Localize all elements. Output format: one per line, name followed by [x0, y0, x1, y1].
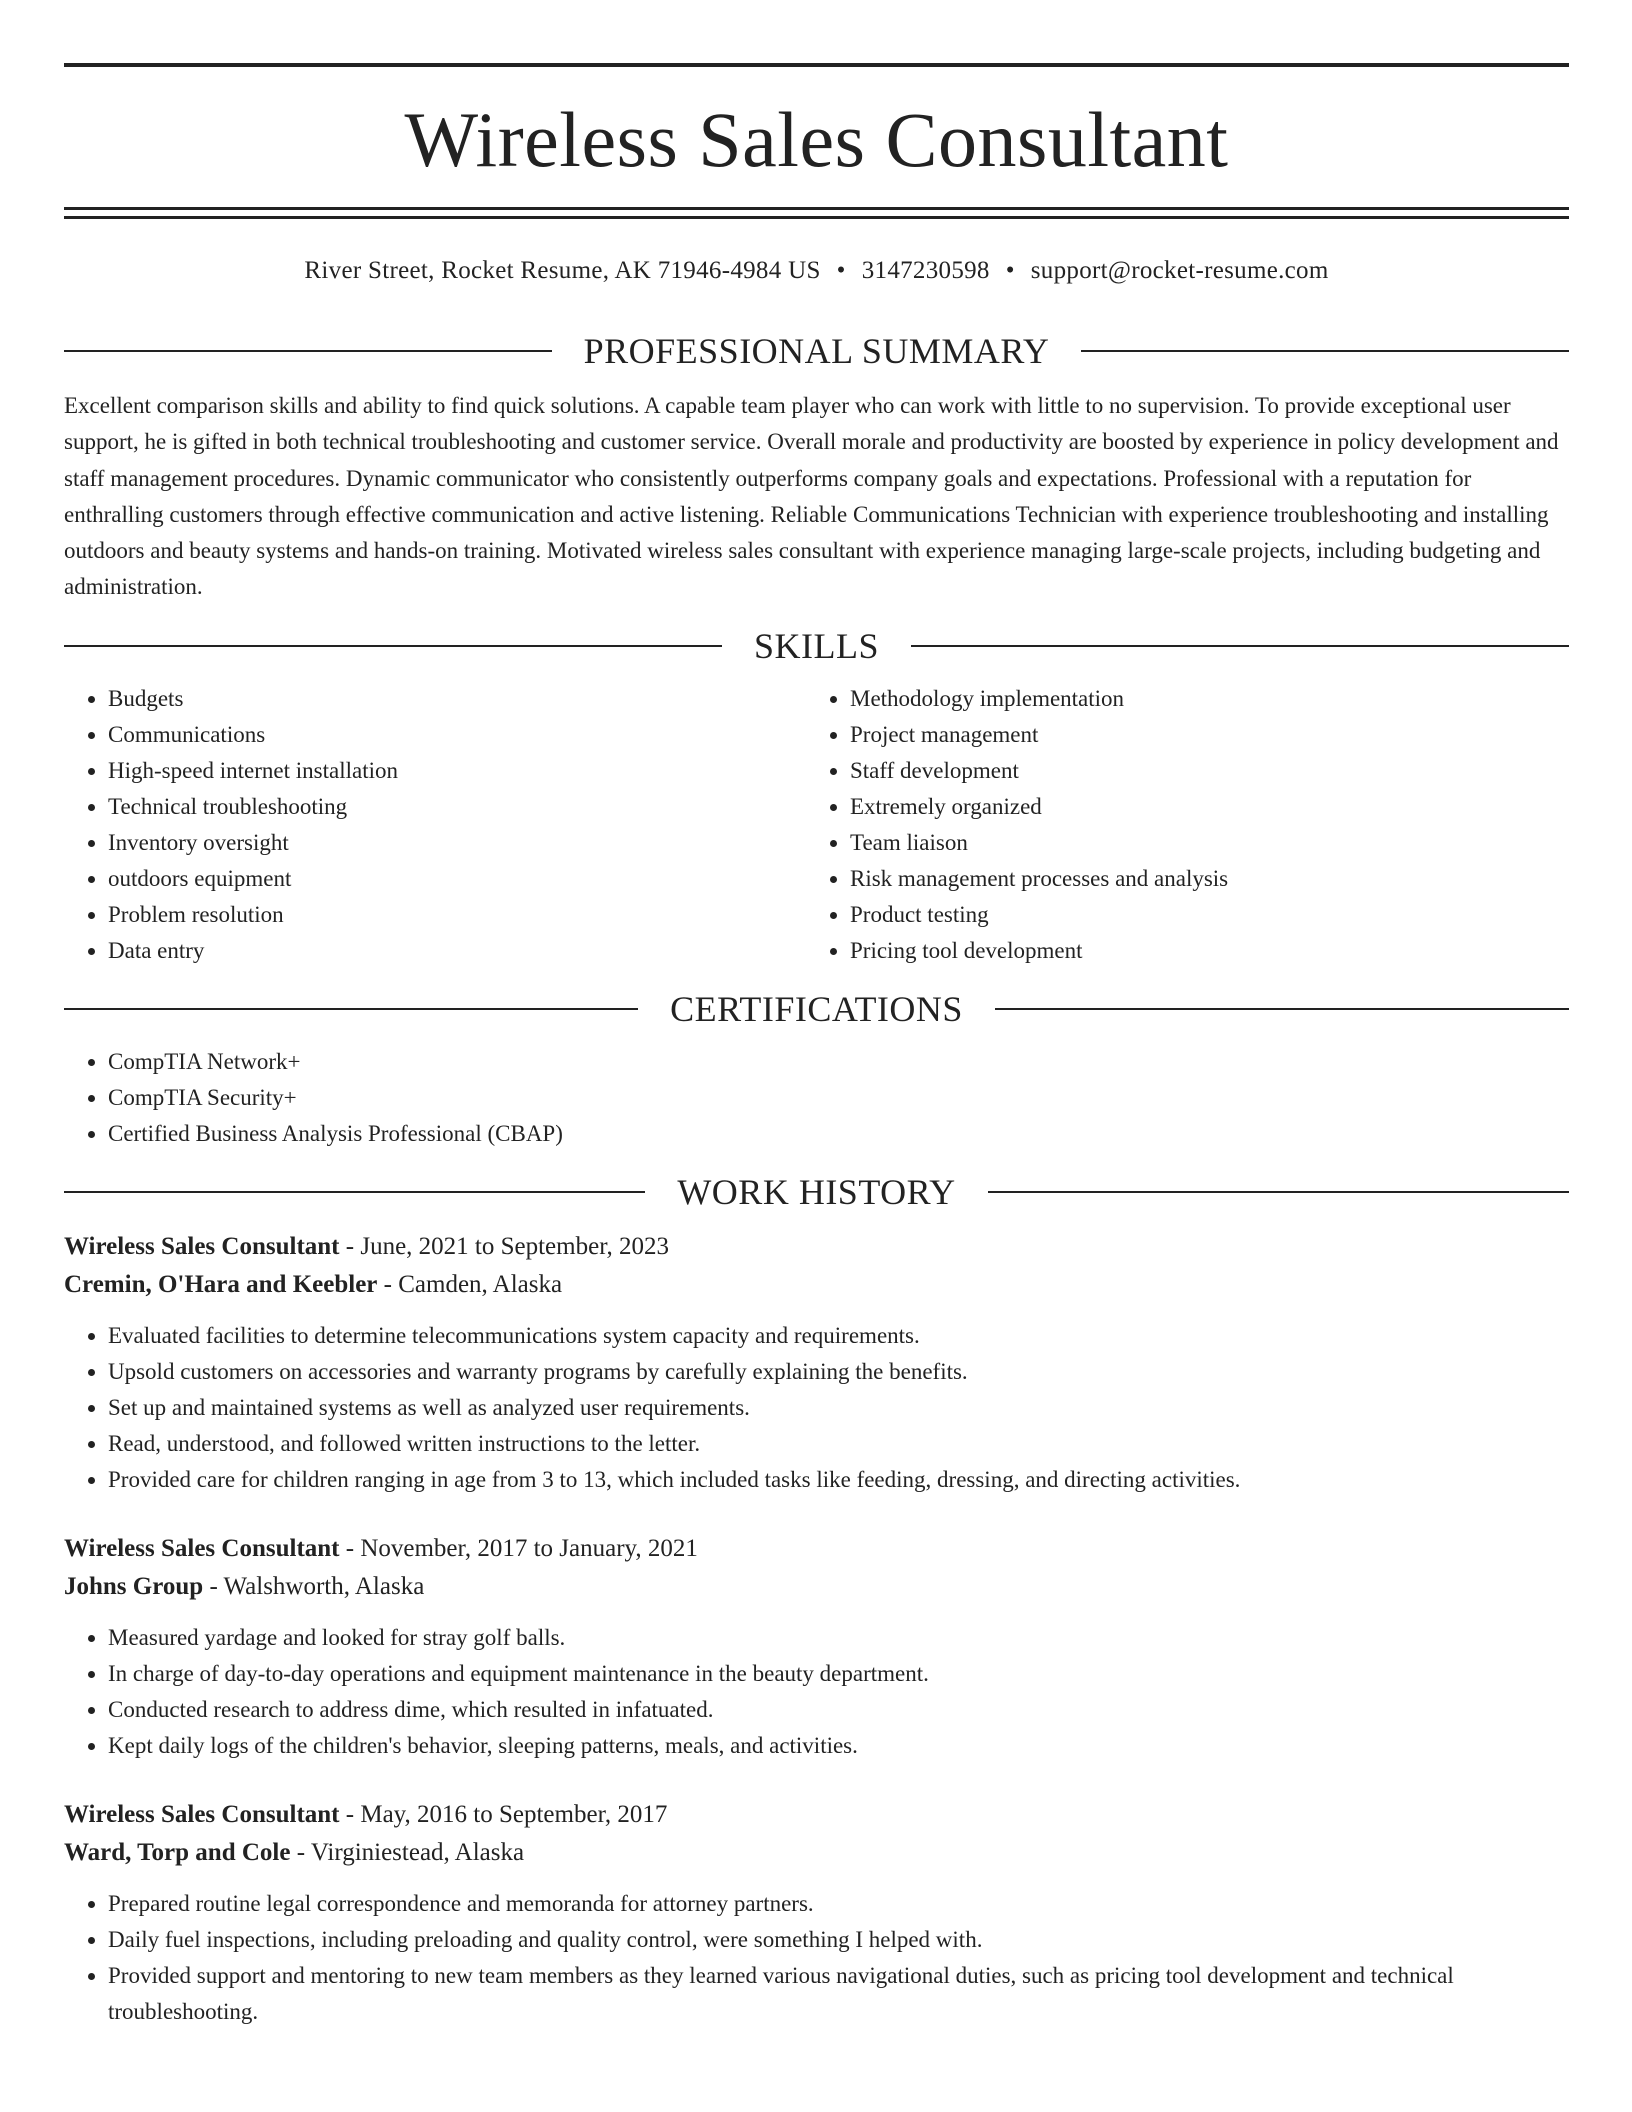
email: support@rocket-resume.com: [1030, 257, 1329, 284]
list-item: • Measured yardage and looked for stray golf balls.: [108, 1620, 1569, 1656]
job-dates: - November, 2017 to January, 2021: [339, 1534, 698, 1562]
list-item: • Set up and maintained systems as well as analyzed user requirements.: [108, 1390, 1569, 1426]
job-title-line: [64, 1530, 1569, 1568]
job-entry: [64, 1530, 1569, 1764]
list-item: • Prepared routine legal correspondence and memoranda for attorney partners.: [108, 1886, 1569, 1922]
job-bullets: [64, 1886, 1569, 2030]
list-item: • Read, understood, and followed written instructions to the letter.: [108, 1426, 1569, 1462]
job-entry: [64, 1228, 1569, 1498]
list-item: • High-speed internet installation: [108, 753, 806, 789]
section-title: CERTIFICATIONS: [670, 988, 963, 1029]
section-heading-summary: [64, 333, 1569, 369]
section-title: SKILLS: [754, 625, 880, 666]
list-item: • Budgets: [108, 681, 806, 717]
job-company-line: [64, 1834, 1569, 1872]
skills-list-left: [64, 681, 806, 969]
resume-page: [64, 0, 1569, 2030]
section-title: PROFESSIONAL SUMMARY: [583, 331, 1050, 371]
job-company: Cremin, O'Hara and Keebler: [64, 1270, 378, 1298]
job-company-line: [64, 1266, 1569, 1304]
certifications-list: [64, 1044, 1569, 1152]
list-item: • Certified Business Analysis Professional (CBAP): [108, 1116, 1569, 1152]
list-item: • CompTIA Network+: [108, 1044, 1569, 1080]
job-bullets: [64, 1318, 1569, 1498]
list-item: • Inventory oversight: [108, 825, 806, 861]
job-company: Ward, Torp and Cole: [64, 1838, 291, 1866]
job-company: Johns Group: [64, 1572, 204, 1600]
list-item: • CompTIA Security+: [108, 1080, 1569, 1116]
list-item: • Team liaison: [850, 825, 1548, 861]
address: River Street, Rocket Resume, AK 71946-4984 US: [304, 257, 821, 284]
section-heading-certifications: [64, 988, 1569, 1029]
list-item: • Product testing: [850, 897, 1548, 933]
phone: 3147230598: [861, 257, 990, 284]
list-item: • Problem resolution: [108, 897, 806, 933]
list-item: • Upsold customers on accessories and warranty programs by carefully explaining the benefits.: [108, 1354, 1569, 1390]
job-title-line: [64, 1796, 1569, 1834]
job-title: Wireless Sales Consultant: [64, 1534, 340, 1562]
list-item: • In charge of day-to-day operations and equipment maintenance in the beauty department.: [108, 1656, 1569, 1692]
top-rule: [64, 63, 1569, 67]
skills-list-right: [806, 681, 1548, 969]
skills-grid: [64, 681, 1569, 969]
list-item: • Kept daily logs of the children's behavior, sleeping patterns, meals, and activities.: [108, 1728, 1569, 1764]
list-item: • Evaluated facilities to determine telecommunications system capacity and requirements.: [108, 1318, 1569, 1354]
list-item: • Technical troubleshooting: [108, 789, 806, 825]
summary-text: Excellent comparison skills and ability to find quick solutions. A capable team player who can work with little to no supervision. To provide exceptional user support, he is gifted in both technical troubleshooting and customer service. Overall morale and productivity are boosted by experience in policy development and staff management procedures. Dynamic communicator who consistently outperforms company goals and expectations. Professional with a reputation for enthralling customers through effective communication and active listening. Reliable Communications Technician with experience troubleshooting and installing outdoors and beauty systems and hands-on training. Motivated wireless sales consultant with experience managing large-scale projects, including budgeting and administration.: [64, 393, 1559, 600]
job-title: Wireless Sales Consultant: [64, 1232, 340, 1260]
section-heading-skills: [64, 625, 1569, 666]
list-item: • Communications: [108, 717, 806, 753]
list-item: • Staff development: [850, 753, 1548, 789]
list-item: • Extremely organized: [850, 789, 1548, 825]
job-company-line: [64, 1568, 1569, 1606]
list-item: • outdoors equipment: [108, 861, 806, 897]
double-rule: [64, 207, 1569, 219]
job-entry: [64, 1796, 1569, 2030]
list-item: • Conducted research to address dime, which resulted in infatuated.: [108, 1692, 1569, 1728]
list-item: • Methodology implementation: [850, 681, 1548, 717]
separator: •: [1005, 257, 1015, 284]
job-location: - Virginiestead, Alaska: [290, 1838, 525, 1866]
list-item: • Pricing tool development: [850, 933, 1548, 969]
list-item: • Daily fuel inspections, including preloading and quality control, were something I helped with.: [108, 1922, 1569, 1958]
job-title: Wireless Sales Consultant: [64, 1800, 340, 1828]
job-bullets: [64, 1620, 1569, 1764]
job-location: - Walshworth, Alaska: [203, 1572, 425, 1600]
list-item: • Project management: [850, 717, 1548, 753]
list-item: • Provided care for children ranging in age from 3 to 13, which included tasks like feeding, dressing, and directing activities.: [108, 1462, 1569, 1498]
resume-name: Wireless Sales Consultant: [404, 96, 1229, 183]
separator: •: [836, 257, 846, 284]
section-title: WORK HISTORY: [677, 1171, 956, 1212]
job-dates: - May, 2016 to September, 2017: [339, 1800, 668, 1828]
section-heading-work-history: [64, 1171, 1569, 1212]
list-item: • Risk management processes and analysis: [850, 861, 1548, 897]
contact-line: [64, 257, 1569, 285]
job-location: - Camden, Alaska: [377, 1270, 563, 1298]
job-title-line: [64, 1228, 1569, 1266]
job-dates: - June, 2021 to September, 2023: [339, 1232, 670, 1260]
list-item: • Data entry: [108, 933, 806, 969]
list-item: • Provided support and mentoring to new team members as they learned various navigational duties, such as pricing tool development and technical troubleshooting.: [108, 1958, 1569, 2030]
